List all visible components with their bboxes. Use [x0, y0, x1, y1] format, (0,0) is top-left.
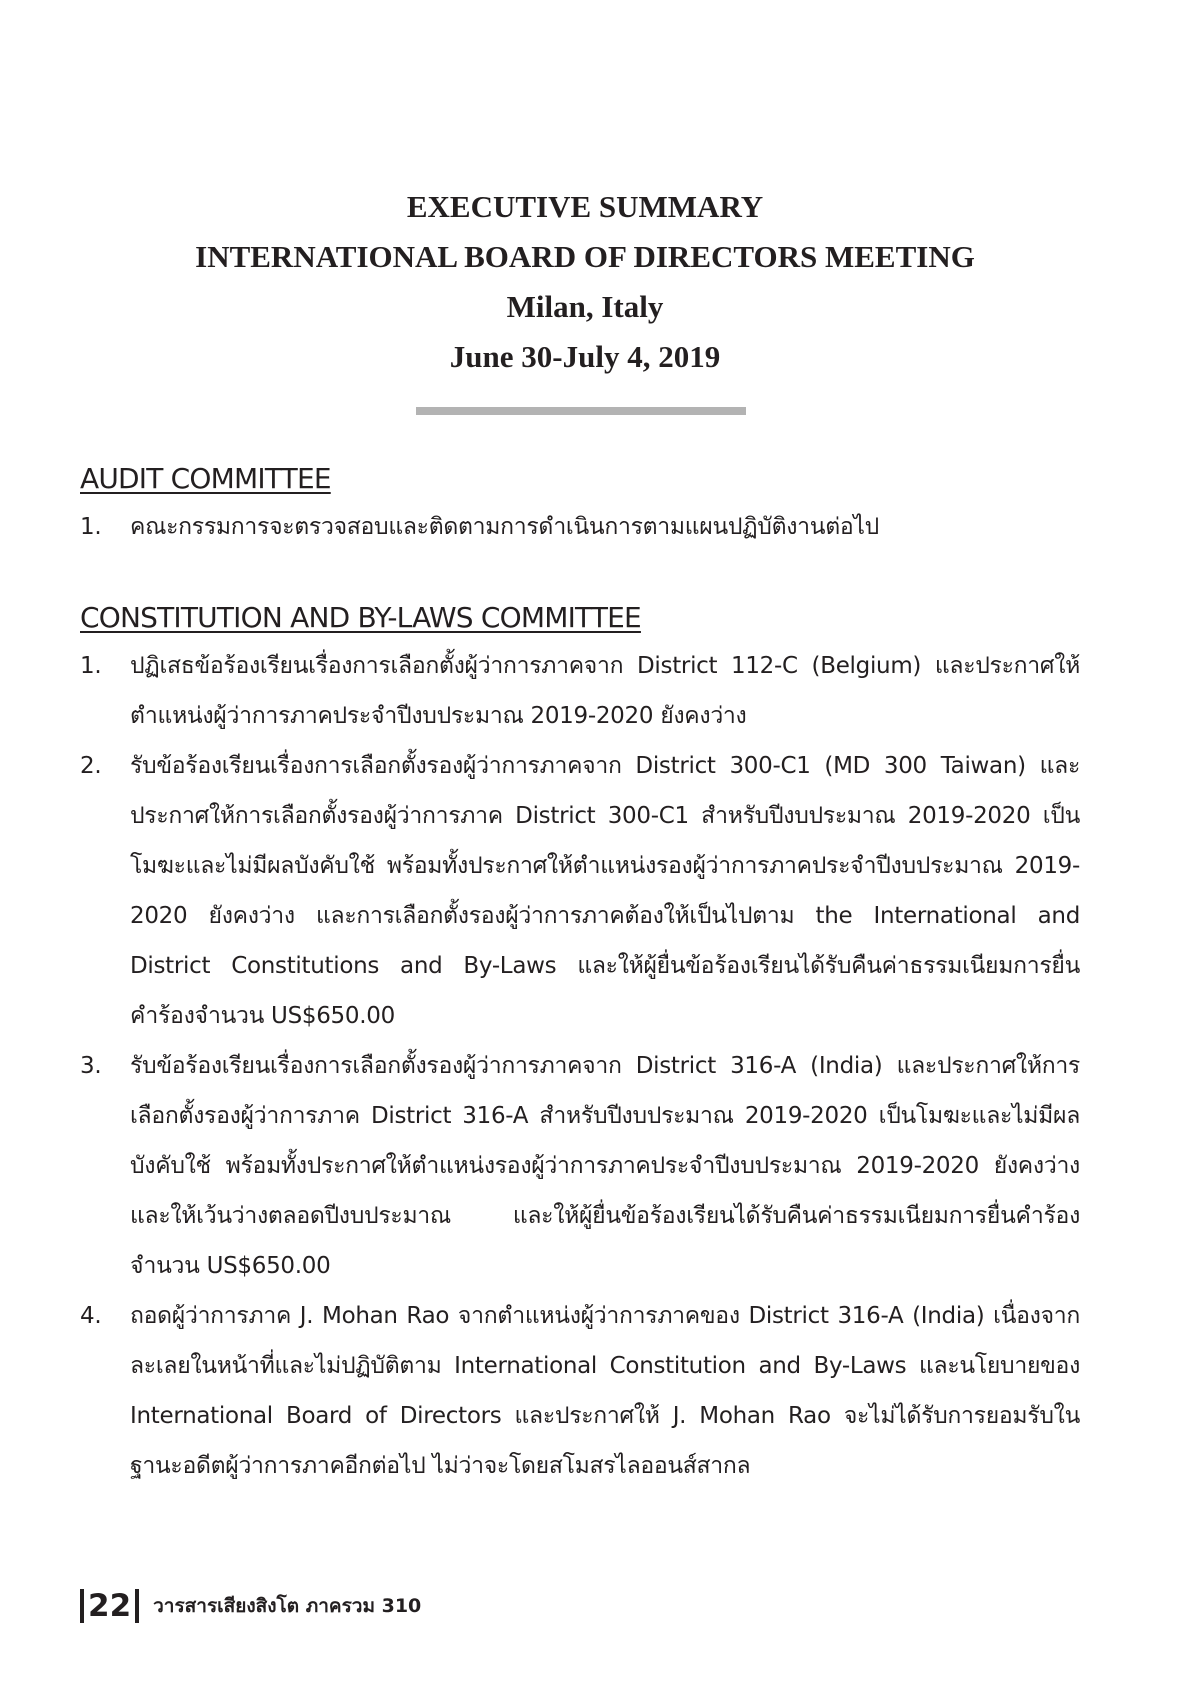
page-footer: [80, 1588, 421, 1624]
list-item-text: คณะกรรมการจะตรวจสอบและติดตามการดำเนินการตามแผนปฏิบัติงานต่อไป: [130, 514, 879, 540]
header-location: Milan, Italy: [506, 289, 664, 324]
page-number: 22: [88, 1588, 132, 1624]
list-item: [80, 641, 1080, 741]
header-dates: June 30-July 4, 2019: [449, 339, 721, 374]
list-item-number: 4.: [80, 1303, 102, 1329]
footer-bar-right: [135, 1589, 139, 1623]
audit-committee-heading: AUDIT COMMITTEE: [80, 462, 331, 495]
list-item-text: ถอดผู้ว่าการภาค J. Mohan Rao จากตำแหน่งผู้ว่าการภาคของ District 316-A (India) เนื่องจากละเลยในหน้าที่และไม่ปฏิบัติตาม International Constitution and By-Laws และนโยบายของ International Board of Directors และประกาศให้ J. Mohan Rao จะไม่ได้รับการยอมรับในฐานะอดีตผู้ว่าการภาคอีกต่อไป ไม่ว่าจะโดยสโมสรไลออนส์สากล: [130, 1303, 1080, 1479]
list-item: [80, 1291, 1080, 1491]
header-meeting-name: INTERNATIONAL BOARD OF DIRECTORS MEETING: [195, 239, 975, 274]
list-item-text: ปฏิเสธข้อร้องเรียนเรื่องการเลือกตั้งผู้ว่าการภาคจาก District 112-C (Belgium) และประกาศให้ตำแหน่งผู้ว่าการภาคประจำปีงบประมาณ 2019-2020 ยังคงว่าง: [130, 653, 1080, 729]
list-item-number: 2.: [80, 753, 102, 779]
list-item-text: รับข้อร้องเรียนเรื่องการเลือกตั้งรองผู้ว่าการภาคจาก District 300-C1 (MD 300 Taiwan) และประกาศให้การเลือกตั้งรองผู้ว่าการภาค District 300-C1 สำหรับปีงบประมาณ 2019-2020 เป็นโมฆะและไม่มีผลบังคับใช้ พร้อมทั้งประกาศให้ตำแหน่งรองผู้ว่าการภาคประจำปีงบประมาณ 2019-2020 ยังคงว่าง และการเลือกตั้งรองผู้ว่าการภาคต้องให้เป็นไปตาม the International and District Constitutions and By-Laws และให้ผู้ยื่นข้อร้องเรียนได้รับคืนค่าธรรมเนียมการยื่นคำร้องจำนวน US$650.00: [130, 753, 1080, 1029]
list-item: [80, 741, 1080, 1041]
list-item: [80, 1041, 1080, 1291]
header-title: EXECUTIVE SUMMARY: [406, 189, 764, 224]
constitution-committee-list: [80, 641, 1080, 1491]
list-item: [80, 502, 1080, 552]
header-divider: [416, 407, 746, 415]
list-item-number: 1.: [80, 653, 102, 679]
list-item-number: 1.: [80, 514, 102, 540]
list-item-text: รับข้อร้องเรียนเรื่องการเลือกตั้งรองผู้ว่าการภาคจาก District 316-A (India) และประกาศให้การเลือกตั้งรองผู้ว่าการภาค District 316-A สำหรับปีงบประมาณ 2019-2020 เป็นโมฆะและไม่มีผลบังคับใช้ พร้อมทั้งประกาศให้ตำแหน่งรองผู้ว่าการภาคประจำปีงบประมาณ 2019-2020 ยังคงว่างและให้เว้นว่างตลอดปีงบประมาณ และให้ผู้ยื่นข้อร้องเรียนได้รับคืนค่าธรรมเนียมการยื่นคำร้องจำนวน US$650.00: [130, 1053, 1080, 1279]
document-header: [0, 182, 1170, 382]
constitution-committee-heading: CONSTITUTION AND BY-LAWS COMMITTEE: [80, 601, 641, 634]
list-item-number: 3.: [80, 1053, 102, 1079]
journal-title: วารสารเสียงสิงโต ภาครวม 310: [153, 1595, 422, 1617]
audit-committee-list: [80, 502, 1080, 552]
